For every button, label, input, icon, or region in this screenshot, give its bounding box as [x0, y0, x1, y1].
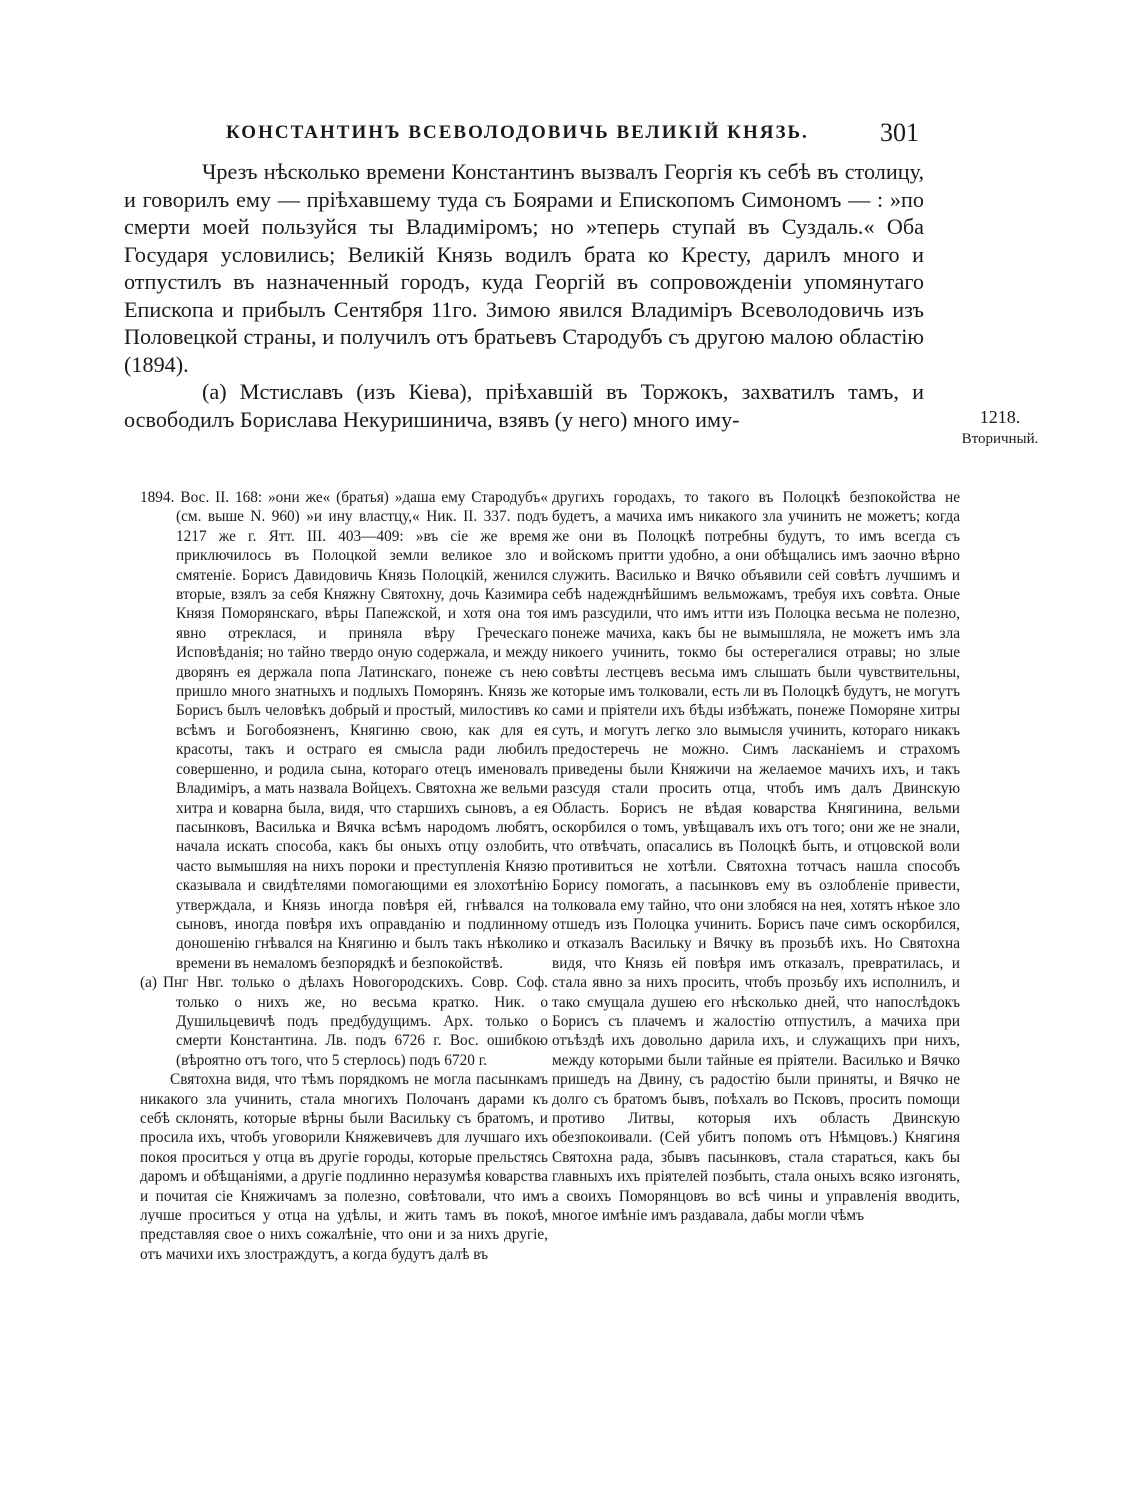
footnote-column-left [140, 488, 548, 1264]
footnote-continuation-left: Святохна видя, что тѣмъ порядкомъ не могла пасынкамъ никакого зла учинить, стала многихъ Полочанъ дарами къ себѣ склонять, которые вѣрны были Васильку съ братомъ, и просила ихъ, чтобъ уговорили Княжевичевъ для лучшаго ихъ покоя проситься у отца въ другіе городы, которые прельстясь даромъ и обѣщаніями, а другіе подлинно неразумѣя коварства и почитая сіе Княжичамъ за полезно, совѣтовали, что имъ лучше проситься у отца на удѣлы, и жить тамъ въ покоѣ, представляя свое о нихъ сожалѣніе, что они и за нихъ другіе, отъ мачихи ихъ злостраждутъ, а когда будутъ далѣ въ [140, 1071, 548, 1263]
page-header [0, 118, 1140, 154]
running-title: КОНСТАНТИНЪ ВСЕВОЛОДОВИЧЬ ВЕЛИКІЙ КНЯЗЬ. [226, 122, 809, 143]
footnote-column-right [552, 488, 960, 1225]
main-paragraph-1: Чрезъ нѣсколько времени Константинъ вызвалъ Георгія къ себѣ въ столицу, и говорилъ ему — пріѣхавшему туда съ Боярами и Епископомъ Симономъ — : »по смерти моей пользуйся ты Владиміромъ; но »теперь ступай въ Суздаль.« Оба Государя условились; Великій Князь водилъ брата ко Кресту, дарилъ много и отпустилъ въ назначенный городъ, куда Георгій въ сопровожденіи упомянутаго Епископа и прибылъ Сентября 11го. Зимою явился Владиміръ Всеволодовичь изъ Половецкой страны, и получилъ отъ братьевъ Стародубъ съ другою малою областію (1894). [124, 159, 924, 377]
footnote-a [140, 973, 548, 1070]
footnote-1894 [140, 488, 548, 973]
margin-note-label: Вторичный. [961, 431, 1039, 447]
footnote-a-ref: (а) [140, 974, 157, 992]
main-paragraph-2: (а) Мстиславъ (изъ Кіева), пріѣхавшій въ Торжокъ, захватилъ тамъ, и освободилъ Борислава Некуришинича, взявъ (у него) много иму- [124, 379, 924, 432]
page-number: 301 [880, 118, 919, 147]
footnote-a-body [140, 973, 548, 1070]
footnote-1894-text: Вос. II. 168: »они же« (братья) »даша ему Стародубъ« (см. выше N. 960) »и ину властцу,« Ник. II. 337. подъ 1217 же г. Ятт. III. 403—409: »въ сіе же время приключилось въ Полоцкой земли великое зло и смятеніе. Борисъ Давидовичь Князь Полоцкій, женился вторые, взялъ за себя Княжну Святохну, дочь Казимира Князя Поморянскаго, вѣры Папежской, и хотя она тоя явно отреклася, и приняла вѣру Греческаго Исповѣданія; но тайно твердо оную содержала, и между дворянъ ея держала попа Латинскаго, понеже съ нею пришло много знатныхъ и подлыхъ Поморянъ. Князь же Борисъ былъ человѣкъ добрый и простый, милостивъ ко всѣмъ и Богобоязненъ, Княгиню свою, как для ея красоты, такъ и остраго ея смысла ради любилъ совершенно, и родила сына, котораго отецъ именовалъ Владиміръ, а мать назвала Войцехъ. Святохна же вельми хитра и коварна была, видя, что старшихъ сыновъ, а ея пасынковъ, Василька и Вячка всѣмъ народомъ любятъ, начала искать способа, какъ бы оныхъ отцу озлобить, часто вымышляя на нихъ пороки и преступленія Князю сказывала и свидѣтелями помогающими ея злохотѣнію утверждала, и Князь иногда повѣря ей, гнѣвался на сыновъ, иногда повѣря ихъ оправданію и подлинному доношенію гнѣвался на Княгиню и былъ такъ нѣколико времени въ немаломъ безпорядкѣ и безпокойствѣ. [176, 489, 548, 972]
footnote-1894-ref: 1894. [140, 489, 175, 506]
margin-note [940, 406, 1060, 450]
main-text [124, 158, 924, 433]
footnote-a-text: Пнг Нвг. только о дѣлахъ Новогородскихъ. Совр. Соф. только о нихъ же, но весьма кратко. Ник. о Душильцевичѣ подъ предбудущимъ. Арх. только о смерти Константина. Лв. подъ 6726 г. Вос. ошибкою (вѣроятно отъ того, что 5 стерлось) подъ 6720 г. [162, 974, 548, 1069]
margin-note-year: 1218. [979, 407, 1021, 427]
footnote-1894-body [140, 488, 548, 973]
footnote-continuation-right: другихъ городахъ, то такого въ Полоцкѣ безпокойства не будетъ, а мачиха имъ никакого зла учинить не можетъ; когда же они въ Полоцкѣ потребны будутъ, то имъ всегда съ войскомъ притти удобно, а они обѣщались имъ заочно вѣрно служить. Василько и Вячко объявили сей совѣтъ лучшимъ и себѣ надежднѣйшимъ вельможамъ, требуя ихъ совѣта. Оные имъ разсудили, что имъ итти изъ Полоцка весьма не полезно, понеже мачиха, какъ бы не вымышляла, не можетъ имъ зла никоего учинить, токмо бы остерегалися отравы; но злые совѣты лестцевъ весьма имъ слышать были чувствительны, которые имъ толковали, есть ли въ Полоцкѣ будутъ, не могутъ сами и пріятели ихъ бѣды избѣжать, понеже Поморяне хитры суть, и могутъ легко зло вымысля учинить, котораго никакъ предостеречь не можно. Симъ ласканіемъ и страхомъ приведены были Княжичи на желаемое мачихъ ихъ, и такъ разсудя стали просить отца, чтобъ имъ далъ Двинскую Область. Борисъ не вѣдая коварства Княгинина, вельми оскорбился о томъ, увѣщавалъ ихъ отъ того; они же не знали, что отвѣчать, опасались въ Полоцкѣ быть, и отцовской воли противиться не хотѣли. Святохна тотчасъ нашла способъ Борису помогать, а пасынковъ ему въ озлобленіе привести, толковала ему тайно, что они злобяся на нея, хотятъ нѣкое зло отшедъ изъ Полоцка учинить. Борисъ паче симъ оскорбился, и отказалъ Васильку и Вячку въ прозьбѣ ихъ. Но Святохна видя, что Князь ей повѣря имъ отказалъ, превратилась, и стала явно за нихъ просить, чтобъ прозьбу ихъ исполнилъ, и тако смущала душею его нѣсколько дней, что напослѣдокъ Борисъ съ плачемъ и жалостію отпустилъ, а мачиха при отъѣздѣ ихъ довольно дарила ихъ, и служащихъ при нихъ, между которыми были тайные ея пріятели. Василько и Вячко пришедъ на Двину, съ радостію были приняты, и Вячко не долго съ братомъ бывъ, поѣхалъ во Псковъ, просить помощи противо Литвы, которыя ихъ область Двинскую обезпокоивали. (Сей убитъ попомъ отъ Нѣмцовъ.) Княгиня Святохна рада, збывъ пасынковъ, стала стараться, какъ бы главныхъ ихъ пріятелей позбыть, стала оныхъ всяко изгонять, а своихъ Поморянцовъ во всѣ чины и управленія вводить, многое имѣніе имъ раздавала, дабы могли чѣмъ [552, 489, 960, 1225]
